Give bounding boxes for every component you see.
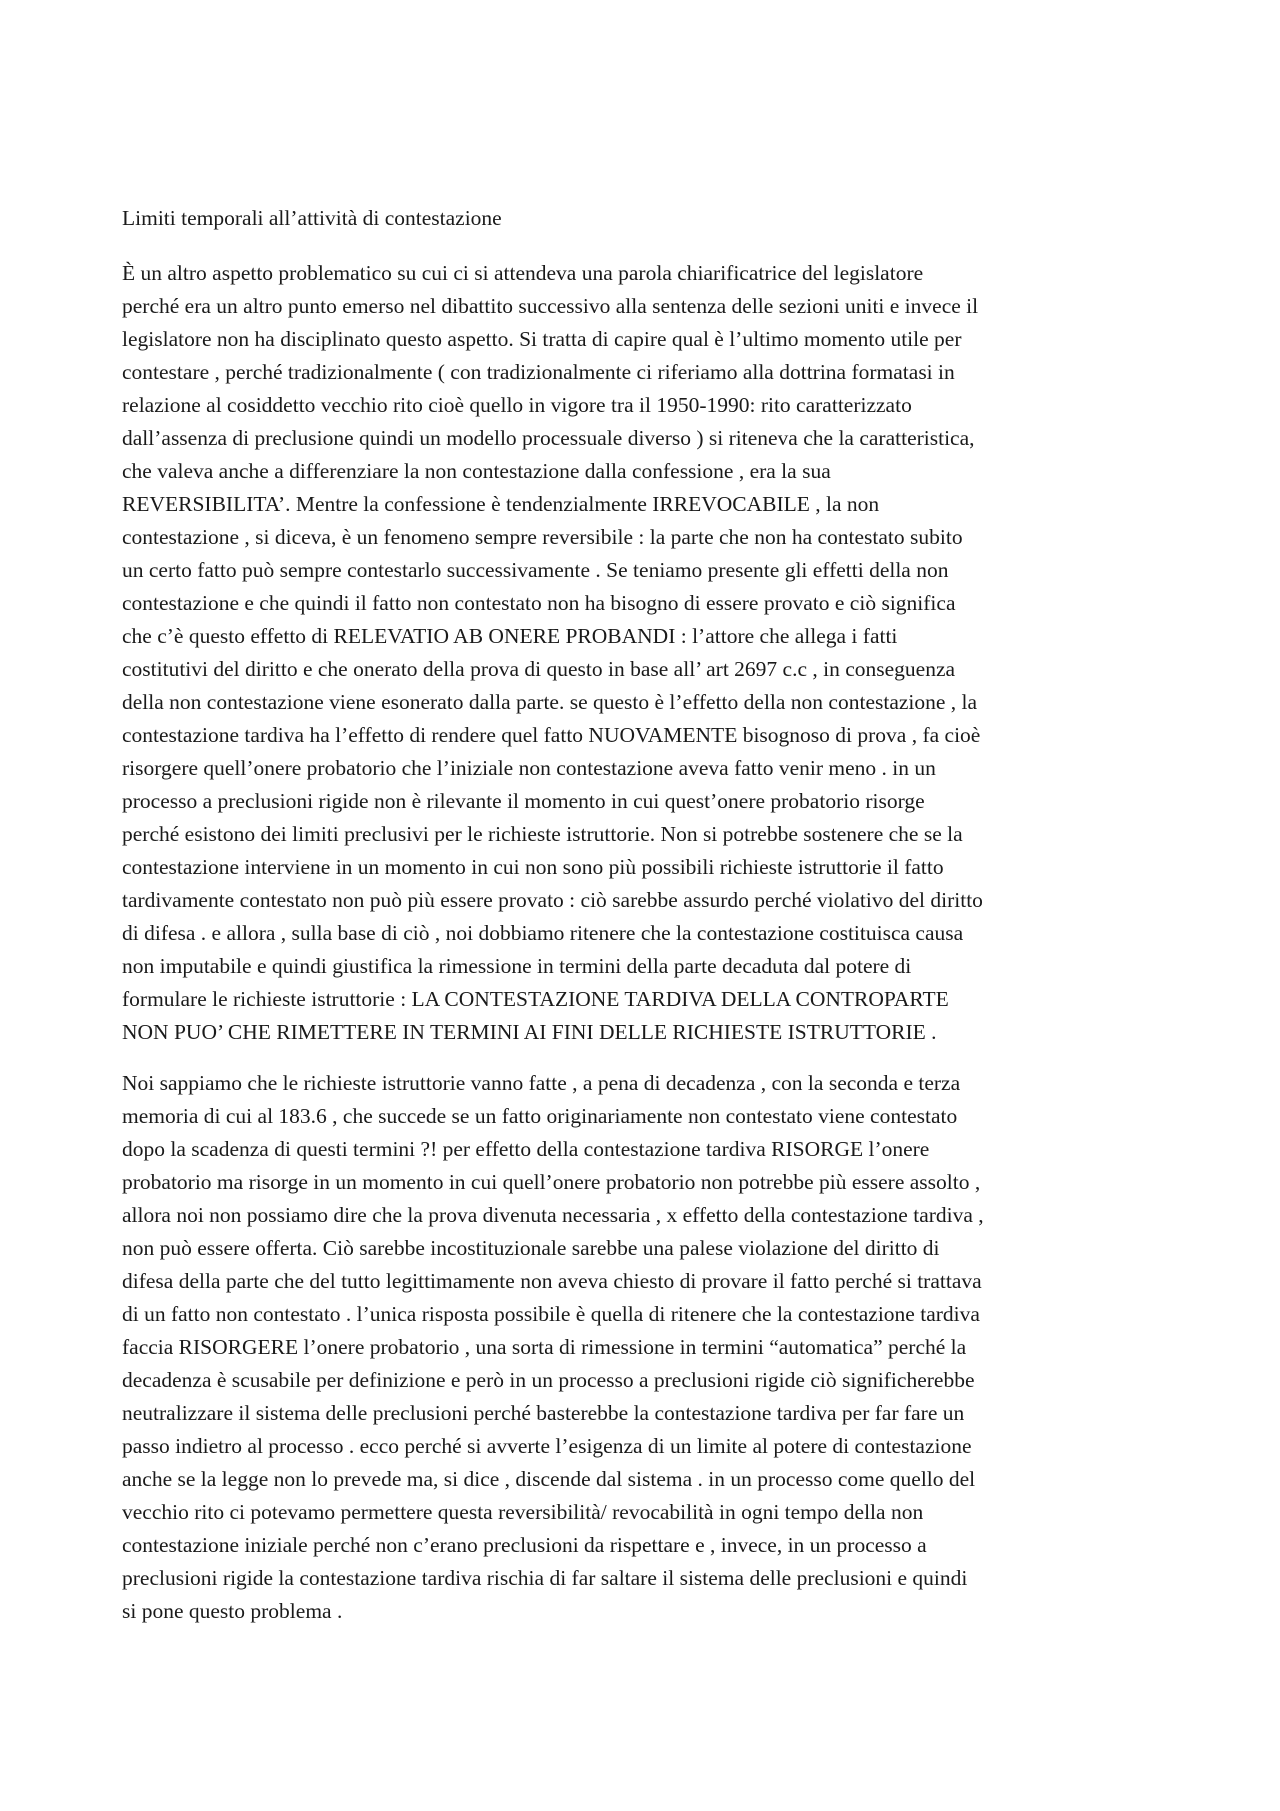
document-title: Limiti temporali all’attività di contestazione xyxy=(122,206,502,230)
text-line: probatorio ma risorge in un momento in cui quell’onere probatorio non potrebbe più essere assolto , xyxy=(122,1170,981,1194)
text-line: preclusioni rigide la contestazione tardiva rischia di far saltare il sistema delle preclusioni e quindi xyxy=(122,1566,968,1590)
text-line: vecchio rito ci potevamo permettere questa reversibilità/ revocabilità in ogni tempo della non xyxy=(122,1500,924,1524)
text-line: non può essere offerta. Ciò sarebbe incostituzionale sarebbe una palese violazione del diritto di xyxy=(122,1236,940,1260)
text-line: contestazione interviene in un momento in cui non sono più possibili richieste istruttorie il fatto xyxy=(122,855,944,879)
text-line: si pone questo problema . xyxy=(122,1599,343,1623)
text-line: legislatore non ha disciplinato questo aspetto. Si tratta di capire qual è l’ultimo momento utile per xyxy=(122,327,962,351)
text-line: memoria di cui al 183.6 , che succede se un fatto originariamente non contestato viene contestato xyxy=(122,1104,958,1128)
text-line: tardivamente contestato non può più essere provato : ciò sarebbe assurdo perché violativo del diritto xyxy=(122,888,983,912)
paragraph-2 xyxy=(122,1067,1167,1628)
text-line: costitutivi del diritto e che onerato della prova di questo in base all’ art 2697 c.c , in conseguenza xyxy=(122,657,956,681)
text-line: che valeva anche a differenziare la non contestazione dalla confessione , era la sua xyxy=(122,459,831,483)
text-line: relazione al cosiddetto vecchio rito cioè quello in vigore tra il 1950-1990: rito caratterizzato xyxy=(122,393,912,417)
text-line: contestazione tardiva ha l’effetto di rendere quel fatto NUOVAMENTE bisognoso di prova , fa cioè xyxy=(122,723,981,747)
text-line: faccia RISORGERE l’onere probatorio , una sorta di rimessione in termini “automatica” perché la xyxy=(122,1335,967,1359)
text-line: dall’assenza di preclusione quindi un modello processuale diverso ) si riteneva che la caratteristica, xyxy=(122,426,975,450)
text-line: un certo fatto può sempre contestarlo successivamente . Se teniamo presente gli effetti della non xyxy=(122,558,949,582)
text-line: anche se la legge non lo prevede ma, si dice , discende dal sistema . in un processo come quello del xyxy=(122,1467,976,1491)
text-line: contestare , perché tradizionalmente ( con tradizionalmente ci riferiamo alla dottrina formatasi in xyxy=(122,360,955,384)
text-line: di difesa . e allora , sulla base di ciò , noi dobbiamo ritenere che la contestazione costituisca causa xyxy=(122,921,964,945)
text-line: NON PUO’ CHE RIMETTERE IN TERMINI AI FINI DELLE RICHIESTE ISTRUTTORIE . xyxy=(122,1020,937,1044)
paragraph-1 xyxy=(122,257,1167,1049)
text-line: REVERSIBILITA’. Mentre la confessione è tendenzialmente IRREVOCABILE , la non xyxy=(122,492,880,516)
text-line: contestazione e che quindi il fatto non contestato non ha bisogno di essere provato e ciò significa xyxy=(122,591,956,615)
text-line: passo indietro al processo . ecco perché si avverte l’esigenza di un limite al potere di contestazione xyxy=(122,1434,972,1458)
text-line: perché era un altro punto emerso nel dibattito successivo alla sentenza delle sezioni uniti e invece il xyxy=(122,294,979,318)
text-line: dopo la scadenza di questi termini ?! per effetto della contestazione tardiva RISORGE l’onere xyxy=(122,1137,930,1161)
text-line: contestazione iniziale perché non c’erano preclusioni da rispettare e , invece, in un processo a xyxy=(122,1533,927,1557)
text-line: non imputabile e quindi giustifica la rimessione in termini della parte decaduta dal potere di xyxy=(122,954,912,978)
text-line: difesa della parte che del tutto legittimamente non aveva chiesto di provare il fatto perché si trattava xyxy=(122,1269,982,1293)
text-line: processo a preclusioni rigide non è rilevante il momento in cui quest’onere probatorio risorge xyxy=(122,789,925,813)
text-line: contestazione , si diceva, è un fenomeno sempre reversibile : la parte che non ha contestato subito xyxy=(122,525,963,549)
text-line: perché esistono dei limiti preclusivi per le richieste istruttorie. Non si potrebbe sostenere che se la xyxy=(122,822,963,846)
text-line: allora noi non possiamo dire che la prova divenuta necessaria , x effetto della contestazione tardiva , xyxy=(122,1203,984,1227)
text-line: risorgere quell’onere probatorio che l’iniziale non contestazione aveva fatto venir meno . in un xyxy=(122,756,936,780)
document-content xyxy=(122,202,1167,1628)
text-line: formulare le richieste istruttorie : LA CONTESTAZIONE TARDIVA DELLA CONTROPARTE xyxy=(122,987,949,1011)
text-line: decadenza è scusabile per definizione e però in un processo a preclusioni rigide ciò significherebbe xyxy=(122,1368,975,1392)
text-line: di un fatto non contestato . l’unica risposta possibile è quella di ritenere che la contestazione tardiva xyxy=(122,1302,980,1326)
text-line: che c’è questo effetto di RELEVATIO AB ONERE PROBANDI : l’attore che allega i fatti xyxy=(122,624,898,648)
text-line: È un altro aspetto problematico su cui ci si attendeva una parola chiarificatrice del legislatore xyxy=(122,261,924,285)
text-line: neutralizzare il sistema delle preclusioni perché basterebbe la contestazione tardiva per far fare un xyxy=(122,1401,965,1425)
text-line: della non contestazione viene esonerato dalla parte. se questo è l’effetto della non contestazione , la xyxy=(122,690,978,714)
text-line: Noi sappiamo che le richieste istruttorie vanno fatte , a pena di decadenza , con la seconda e terza xyxy=(122,1071,961,1095)
